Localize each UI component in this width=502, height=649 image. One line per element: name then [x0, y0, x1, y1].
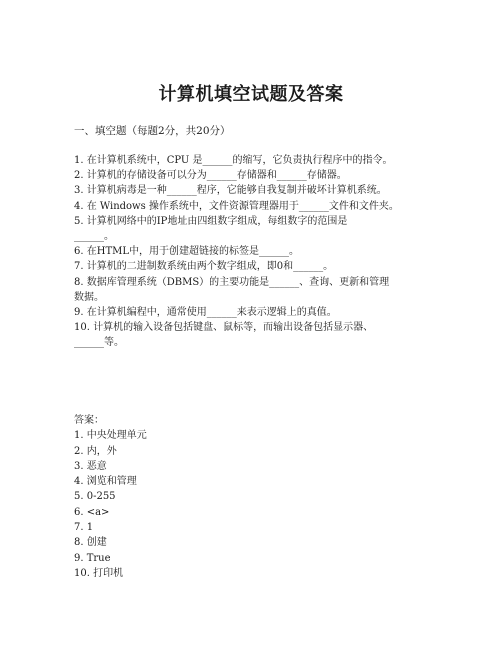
question-list: [74, 153, 474, 351]
question-line: 8. 数据库管理系统（DBMS）的主要功能是______、查询、更新和管理: [74, 276, 390, 288]
answer-line: 9. True: [74, 552, 111, 564]
question-line: 9. 在计算机编程中，通常使用______来表示逻辑上的真值。: [74, 307, 337, 319]
answer-line: 2. 内，外: [74, 445, 117, 457]
answer-line: 10. 打印机: [74, 567, 124, 579]
answers-heading: 答案：: [74, 415, 104, 426]
answer-line: 3. 恶意: [74, 460, 107, 472]
question-line: 10. 计算机的输入设备包括键盘、鼠标等，而输出设备包括显示器、: [74, 322, 374, 334]
answer-list: [74, 413, 147, 581]
answer-line: 4. 浏览和管理: [74, 476, 137, 488]
answer-line: 5. 0-255: [74, 491, 116, 503]
answer-line: 6. <a>: [74, 506, 110, 518]
question-line: 1. 在计算机系统中，CPU 是______的缩写，它负责执行程序中的指令。: [74, 155, 393, 166]
answer-line: 7. 1: [74, 522, 94, 534]
question-line: 数据。: [74, 291, 104, 303]
answer-line: 1. 中央处理单元: [74, 430, 147, 442]
question-line: 6. 在HTML中，用于创建超链接的标签是______。: [74, 246, 299, 258]
question-line: 2. 计算机的存储设备可以分为______存储器和______存储器。: [74, 170, 347, 182]
answer-line: 8. 创建: [74, 537, 107, 549]
section-heading: 一、填空题（每题2分，共20分）: [74, 125, 231, 137]
question-line: 7. 计算机的二进制数系统由两个数字组成，即0和______。: [74, 261, 334, 273]
question-line: 4. 在 Windows 操作系统中，文件资源管理器用于______文件和文件夹。: [74, 200, 399, 212]
question-line: ______。: [74, 231, 114, 243]
question-line: 5. 计算机网络中的IP地址由四组数字组成，每组数字的范围是: [74, 215, 348, 227]
question-line: ______等。: [74, 337, 124, 349]
question-line: 3. 计算机病毒是一种______程序，它能够自我复制并破坏计算机系统。: [74, 185, 387, 197]
document-title: 计算机填空试题及答案: [158, 84, 344, 105]
